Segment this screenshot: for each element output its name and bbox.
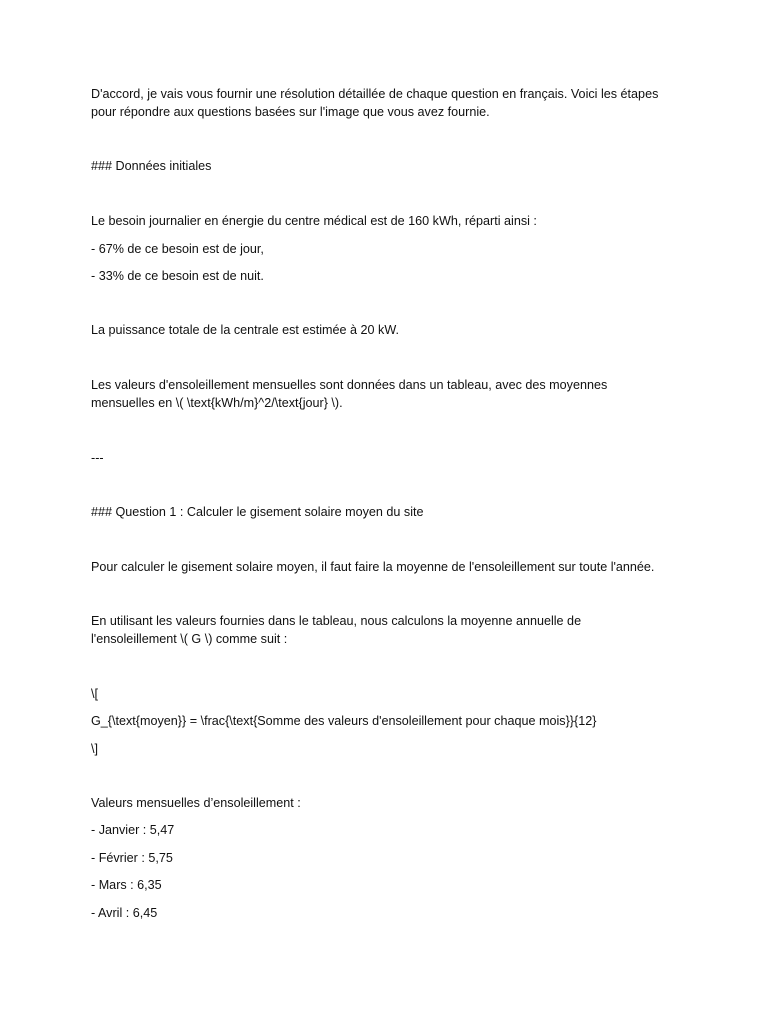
list-item-jour: - 67% de ce besoin est de jour, xyxy=(91,242,264,256)
month-item-fevrier: - Février : 5,75 xyxy=(91,851,173,865)
separator: --- xyxy=(91,451,104,465)
puissance-paragraph: La puissance totale de la centrale est estimée à 20 kW. xyxy=(91,323,400,337)
monthly-values-header: Valeurs mensuelles d’ensoleillement : xyxy=(91,796,301,810)
list-item-nuit: - 33% de ce besoin est de nuit. xyxy=(91,269,264,283)
calc-intro-paragraph: Pour calculer le gisement solaire moyen, il faut faire la moyenne de l'ensoleillement sur toute l'année. xyxy=(91,560,655,574)
month-item-janvier: - Janvier : 5,47 xyxy=(91,823,175,837)
formula-open: \[ xyxy=(91,687,98,701)
ensoleillement-line-2: mensuelles en \( \text{kWh/m}^2/\text{jour} \). xyxy=(91,396,343,410)
month-item-mars: - Mars : 6,35 xyxy=(91,878,162,892)
formula-close: \] xyxy=(91,742,98,756)
section-heading-donnees: ### Données initiales xyxy=(91,159,212,173)
formula: G_{\text{moyen}} = \frac{\text{Somme des valeurs d'ensoleillement pour chaque mois}}{12} xyxy=(91,714,597,728)
month-item-avril: - Avril : 6,45 xyxy=(91,906,158,920)
question-1-heading: ### Question 1 : Calculer le gisement solaire moyen du site xyxy=(91,505,424,519)
intro-line-1: D'accord, je vais vous fournir une résolution détaillée de chaque question en français. Voici les étapes xyxy=(91,87,659,101)
intro-line-2: pour répondre aux questions basées sur l'image que vous avez fournie. xyxy=(91,105,490,119)
besoin-paragraph: Le besoin journalier en énergie du centre médical est de 160 kWh, réparti ainsi : xyxy=(91,214,537,228)
ensoleillement-line-1: Les valeurs d'ensoleillement mensuelles sont données dans un tableau, avec des moyennes xyxy=(91,378,608,392)
calc-method-line-1: En utilisant les valeurs fournies dans le tableau, nous calculons la moyenne annuelle de xyxy=(91,614,582,628)
calc-method-line-2: l'ensoleillement \( G \) comme suit : xyxy=(91,632,288,646)
